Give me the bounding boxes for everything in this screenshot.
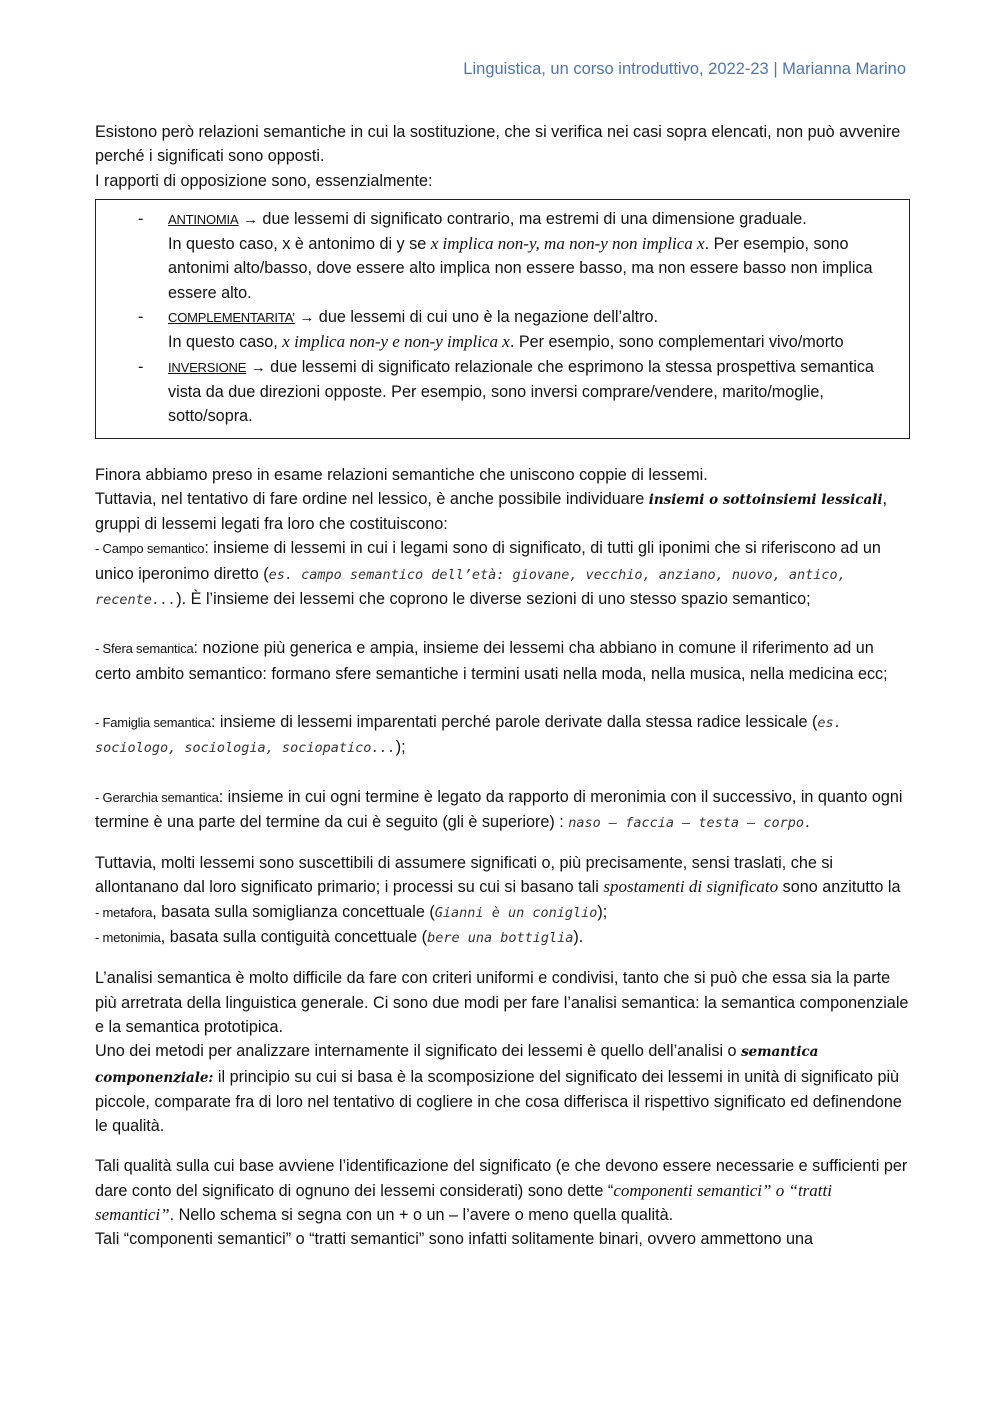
logic-formula: x implica non-y, ma non-y non implica x [430, 234, 705, 254]
document-body [95, 120, 910, 1252]
sfera-paragraph [95, 636, 910, 686]
bullet-dash: - [138, 308, 144, 327]
example-text: . Per esempio, sono antonimi alto/basso, dove essere alto implica non essere basso, ma non essere basso non implica essere alto. [168, 235, 873, 302]
traslati-paragraph [95, 851, 910, 950]
term-inversione: INVERSIONE [168, 359, 247, 375]
arrow-icon: → [299, 309, 315, 327]
sentence: Tuttavia, nel tentativo di fare ordine nel lessico, è anche possibile individuare [95, 489, 649, 508]
example: bere una bottiglia [427, 930, 574, 947]
highlight-term: insiemi o sottoinsiemi lessicali [648, 491, 883, 508]
logic-formula: x implica non-y e non-y implica x [282, 332, 510, 352]
gerarchia-paragraph [95, 785, 910, 836]
tratti-paragraph [95, 1154, 910, 1251]
term-antinomia: ANTINOMIA [168, 211, 239, 227]
example: Gianni è un coniglio [434, 904, 598, 921]
sentence: , basata sulla contiguità concettuale ( [160, 928, 428, 947]
example-text: In questo caso, [168, 333, 283, 352]
sentence: : insieme di lessemi in cui i legami sono di significato, di tutti gli iponimi che si riferiscono ad un unico iperonimo diretto ( [95, 539, 881, 583]
sentence: il principio su cui si basa è la scomposizione del significato dei lessemi in unità di significato più piccole, comparate fra di loro nel tentativo di cogliere in che cosa differisca il rispettivo significato ed definendone le qualità. [95, 1067, 902, 1136]
example: es. campo semantico dell’età: giovane, vecchio, anziano, nuovo, antico, recente... [95, 566, 846, 609]
famiglia-paragraph [95, 710, 910, 761]
list-item-antinomia [106, 207, 899, 305]
sentence: , basata sulla somiglianza concettuale ( [152, 902, 435, 921]
sentence: : nozione più generica e ampia, insieme dei lessemi cha abbiano in comune il riferimento ad un certo ambito semantico: formano sfere semantiche i termini usati nella moda, nella musica, nella medicina ecc; [95, 639, 888, 683]
example-text: . Per esempio, sono complementari vivo/morto [509, 333, 844, 352]
bullet-dash: - [138, 357, 144, 376]
section-paragraph [95, 463, 910, 613]
label-sfera-semantica: - Sfera semantica [95, 641, 194, 657]
definition: due lessemi di significato contrario, ma estremi di una dimensione graduale. [257, 209, 807, 228]
list-item-inversione [106, 355, 899, 429]
sentence: L’analisi semantica è molto difficile da fare con criteri uniformi e condivisi, tanto che si può che essa sia la parte più arretrata della linguistica generale. Ci sono due modi per fare l’analisi semantica: la semantica componenziale e la semantica prototipica. [95, 969, 909, 1036]
bullet-dash: - [138, 209, 144, 228]
sentence: ). È l’insieme dei lessemi che coprono le diverse sezioni di uno stesso spazio semantico; [176, 590, 811, 609]
intro-paragraph: Esistono però relazioni semantiche in cui la sostituzione, che si verifica nei casi sopra elencati, non può avvenire perché i significati sono opposti. [95, 123, 901, 166]
label-metafora: - metafora [95, 904, 153, 920]
sentence: : insieme di lessemi imparentati perché parole derivate dalla stessa radice lessicale ( [210, 712, 818, 731]
sentence: . Nello schema si segna con un + o un – l’avere o meno quella qualità. [169, 1205, 674, 1224]
term-complementarita: COMPLEMENTARITA’ [168, 310, 295, 326]
example: naso – faccia – testa – corpo. [568, 814, 813, 831]
example-text: In questo caso, x è antonimo di y se [168, 235, 431, 254]
list-item-complementarita [106, 305, 899, 355]
arrow-icon: → [250, 358, 266, 376]
sentence: Tali “componenti semantici” o “tratti semantici” sono infatti solitamente binari, ovvero ammettono una [95, 1230, 813, 1249]
sentence: Uno dei metodi per analizzare internamente il significato dei lessemi è quello dell’analisi o [95, 1042, 742, 1061]
analisi-paragraph [95, 966, 910, 1138]
sentence: ); [597, 902, 608, 921]
sentence: sono anzitutto la [778, 878, 901, 897]
sentence: , gruppi di lessemi legati fra loro che costituiscono: [95, 489, 888, 534]
sentence: Finora abbiamo preso in esame relazioni semantiche che uniscono coppie di lessemi. [95, 465, 708, 484]
label-metonimia: - metonimia [95, 930, 161, 946]
sentence: Tuttavia, molti lessemi sono suscettibili di assumere significati o, più precisamente, sensi traslati, che si allontanano dal loro significato primario; i processi su cui si basano tali [95, 854, 834, 897]
label-famiglia-semantica: - Famiglia semantica [95, 714, 211, 730]
example: es. sociologo, sociologia, sociopatico... [95, 714, 842, 757]
sentence: : insieme in cui ogni termine è legato da rapporto di meronimia con il successivo, in quanto ogni termine è una parte del termine da cui è seguito (gli è superiore) : [95, 787, 903, 831]
highlight-term: semantica componenziale: [95, 1044, 819, 1086]
highlight-term: componenti semantici” o “tratti semantici” [95, 1180, 832, 1224]
intro-lead: I rapporti di opposizione sono, essenzialmente: [95, 171, 433, 190]
label-gerarchia-semantica: - Gerarchia semantica [95, 789, 219, 805]
page-header: Linguistica, un corso introduttivo, 2022-23 | Marianna Marino [463, 60, 906, 78]
sentence: Tali qualità sulla cui base avviene l’identificazione del significato (e che devono essere necessarie e sufficienti per dare conto del significato di ognuno dei lessemi considerati) sono dette “ [95, 1157, 908, 1200]
label-campo-semantico: - Campo semantico [95, 541, 205, 557]
sentence: ); [395, 738, 406, 757]
sentence: ). [573, 928, 584, 947]
definition: due lessemi di cui uno è la negazione dell’altro. [314, 308, 659, 327]
arrow-icon: → [242, 210, 258, 228]
opposition-box [95, 199, 910, 439]
definition: due lessemi di significato relazionale che esprimono la stessa prospettiva semantica vista da due direzioni opposte. Per esempio, sono inversi comprare/vendere, marito/moglie, sotto/sopra. [168, 357, 874, 426]
highlight-term: spostamenti di significato [603, 877, 779, 897]
